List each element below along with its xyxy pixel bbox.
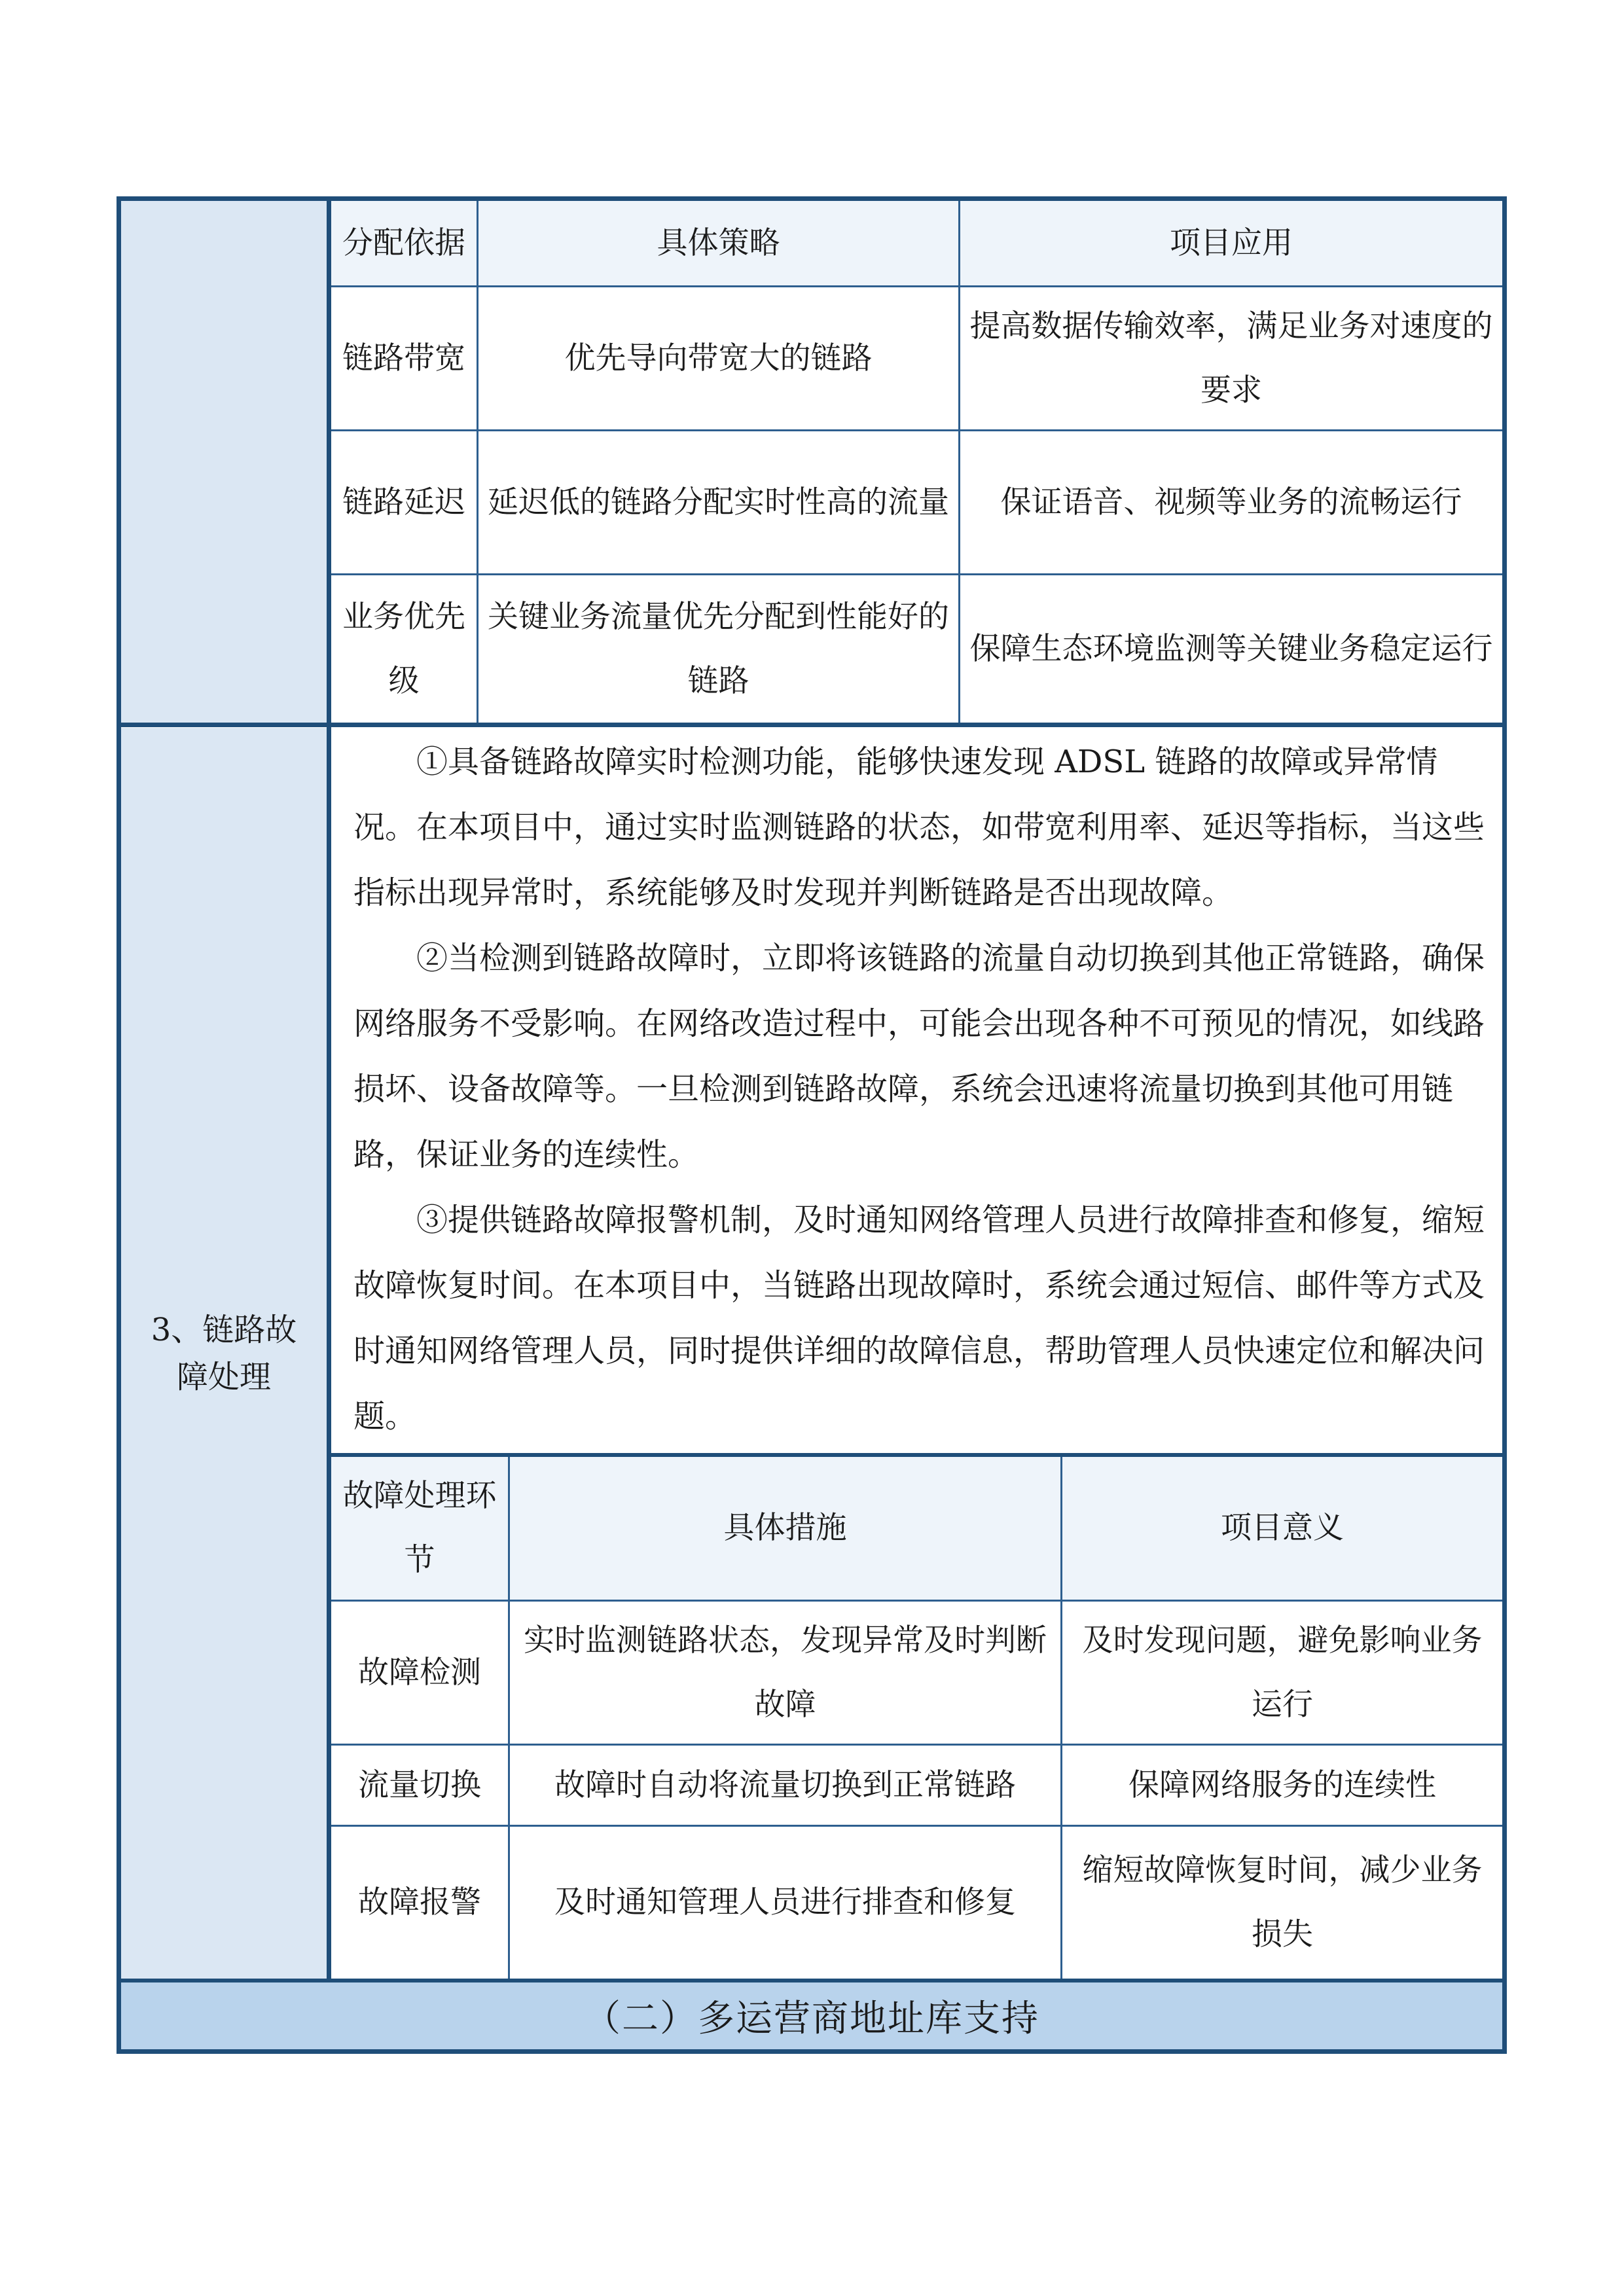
t2-row2-measure: 故障时自动将流量切换到正常链路	[554, 1767, 1016, 1803]
t2-row1-stage: 故障检测	[358, 1654, 481, 1691]
t1-header-application: 项目应用	[1170, 224, 1293, 261]
t2-header-meaning: 项目意义	[1221, 1510, 1344, 1546]
section3-label-cell	[121, 728, 327, 1979]
t1-row3-application: 保障生态环境监测等关键业务稳定运行	[969, 630, 1493, 667]
section3-body	[353, 728, 1486, 1452]
t2-header-measure: 具体措施	[723, 1510, 847, 1546]
t2-row2-stage: 流量切换	[358, 1767, 481, 1803]
t2-row1-meaning: 及时发现问题，避免影响业务运行	[1082, 1622, 1483, 1723]
section3-paragraph-1: ①具备链路故障实时检测功能，能够快速发现 ADSL 链路的故障或异常情况。在本项目中，通过实时监测链路的状态，如带宽利用率、延迟等指标，当这些指标出现异常时，系统能够及时发现并判断链路是否出现故障。	[353, 744, 1485, 911]
t2-row3-stage: 故障报警	[358, 1884, 481, 1920]
t1-header-strategy: 具体策略	[657, 224, 780, 261]
section-divider	[121, 723, 1502, 727]
t1-row1-basis: 链路带宽	[342, 340, 465, 376]
left-column-top	[121, 201, 327, 724]
t1-row2-basis: 链路延迟	[342, 484, 465, 520]
t1-row3-basis: 业务优先级	[342, 598, 465, 699]
t1-row2-application: 保证语音、视频等业务的流畅运行	[1000, 484, 1462, 520]
t1-row1-application: 提高数据传输效率，满足业务对速度的要求	[969, 308, 1493, 408]
t2-row3-measure: 及时通知管理人员进行排查和修复	[554, 1884, 1016, 1920]
left-divider	[327, 196, 331, 1984]
t2-row2-meaning: 保障网络服务的连续性	[1128, 1767, 1436, 1803]
section3-paragraph-2: ②当检测到链路故障时，立即将该链路的流量自动切换到其他正常链路，确保网络服务不受影响。在网络改造过程中，可能会出现各种不可预见的情况，如线路损坏、设备故障等。一旦检测到链路故障，系统会迅速将流量切换到其他可用链路，保证业务的连续性。	[353, 940, 1485, 1173]
t1-row1-strategy: 优先导向带宽大的链路	[564, 340, 873, 376]
section3-paragraph-3: ③提供链路故障报警机制，及时通知网络管理人员进行故障排查和修复，缩短故障恢复时间。在本项目中，当链路出现故障时，系统会通过短信、邮件等方式及时通知网络管理人员，同时提供详细的故障信息，帮助管理人员快速定位和解决问题。	[353, 1202, 1485, 1435]
section-footer-bar	[121, 1982, 1502, 2049]
t2-header-stage: 故障处理环节	[342, 1478, 497, 1578]
section3-label: 3、链路故障处理	[151, 1312, 297, 1395]
t1-row3-strategy: 关键业务流量优先分配到性能好的链路	[488, 598, 949, 699]
t2-row1-measure: 实时监测链路状态，发现异常及时判断故障	[524, 1622, 1047, 1723]
t1-row2-strategy: 延迟低的链路分配实时性高的流量	[488, 484, 949, 520]
section-footer-title: （二）多运营商地址库支持	[584, 1998, 1039, 2040]
t1-header-basis: 分配依据	[342, 224, 465, 261]
t2-row3-meaning: 缩短故障恢复时间，减少业务损失	[1082, 1852, 1483, 1952]
